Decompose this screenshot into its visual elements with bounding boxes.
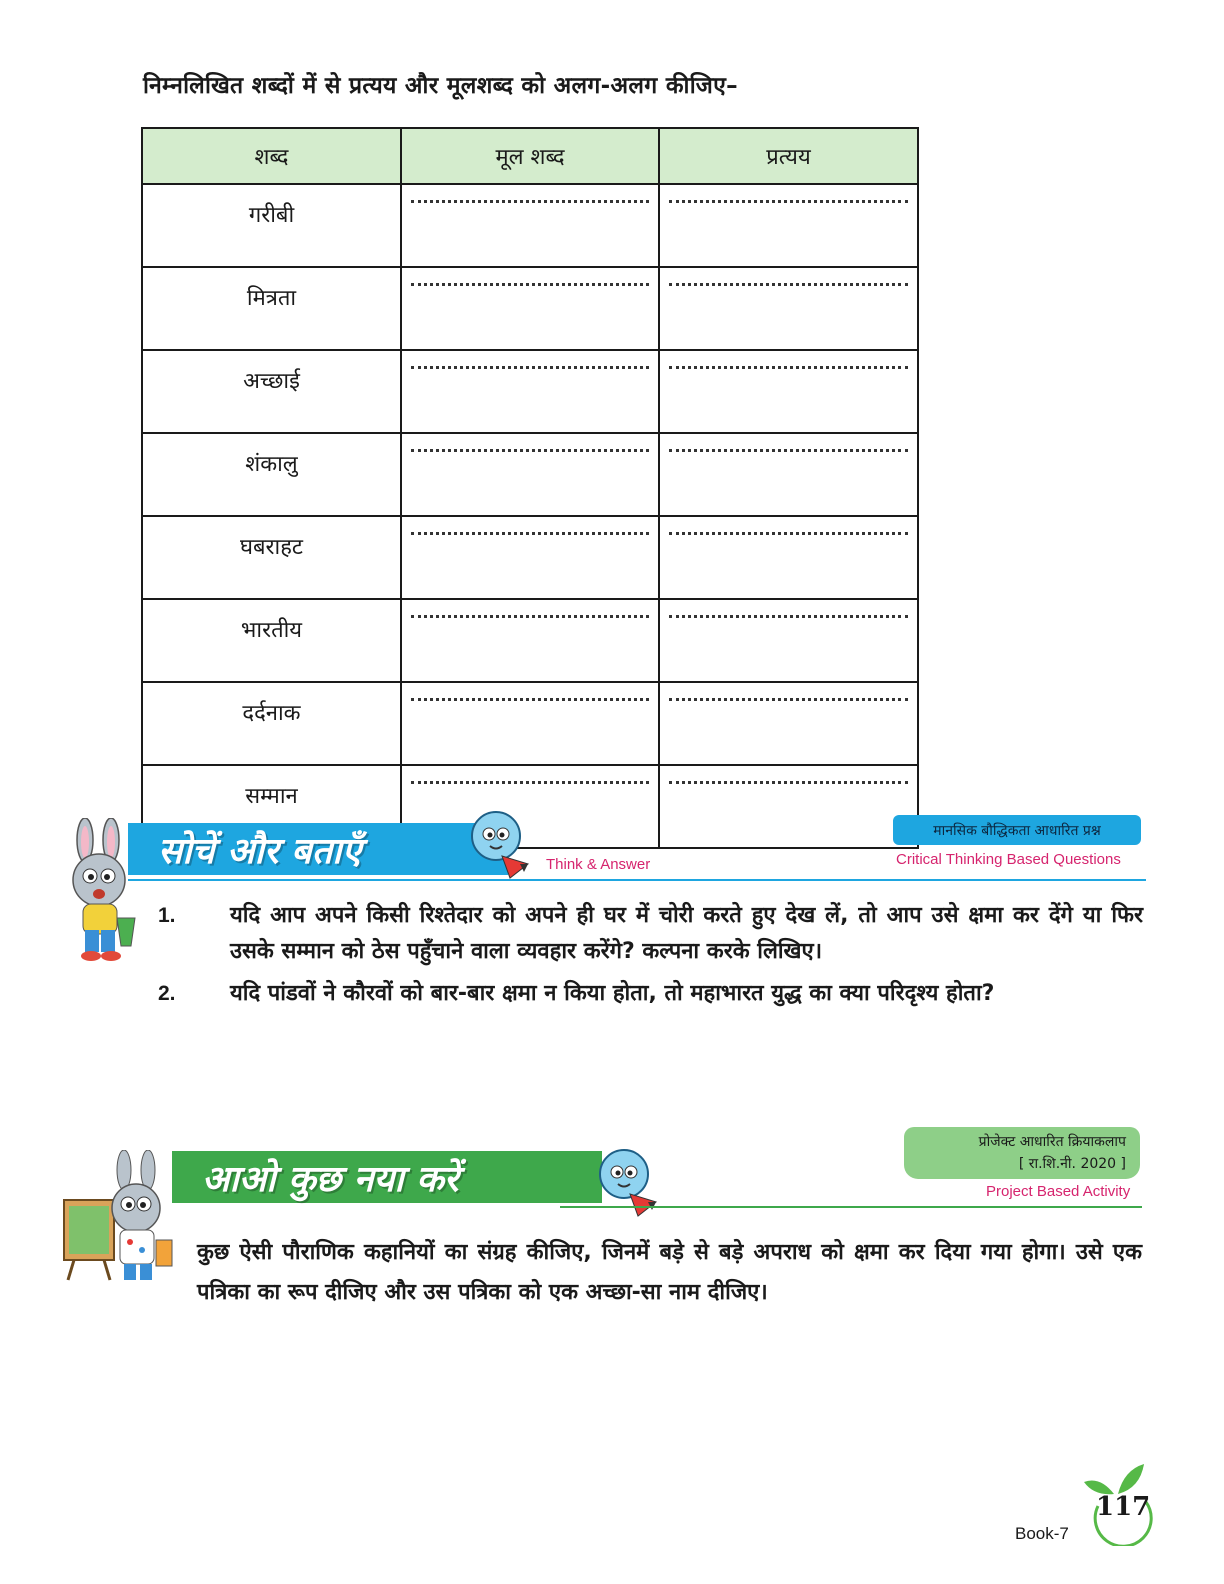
table-row [142,516,918,599]
word-cell: शंकालु [142,433,401,516]
page-number: 117 [1096,1492,1151,1522]
root-answer-blank[interactable] [401,184,659,267]
table-row [142,184,918,267]
word-cell: घबराहट [142,516,401,599]
table-row [142,267,918,350]
root-answer-blank[interactable] [401,599,659,682]
suffix-answer-blank[interactable] [659,433,918,516]
question-list [158,898,1143,1018]
pencil-mascot-icon [462,808,534,882]
question-item [158,976,1143,1012]
section-divider [560,1206,1142,1208]
question-number: 1. [158,904,176,927]
painter-rabbit-icon [60,1150,176,1284]
word-cell: भारतीय [142,599,401,682]
table-header-row [142,128,918,184]
table-row [142,350,918,433]
suffix-answer-blank[interactable] [659,184,918,267]
table-row [142,433,918,516]
project-english: Project Based Activity [986,1183,1131,1200]
think-answer-banner [128,823,508,875]
critical-thinking-tag: मानसिक बौद्धिकता आधारित प्रश्न [893,815,1141,845]
book-label: Book-7 [1015,1524,1069,1543]
section-divider [128,879,1146,881]
suffix-answer-blank[interactable] [659,350,918,433]
suffix-answer-blank[interactable] [659,682,918,765]
project-banner [172,1151,602,1203]
root-answer-blank[interactable] [401,350,659,433]
word-cell: गरीबी [142,184,401,267]
think-answer-english: Think & Answer [546,856,651,873]
root-answer-blank[interactable] [401,267,659,350]
suffix-answer-blank[interactable] [659,267,918,350]
table-row [142,682,918,765]
word-cell: दर्दनाक [142,682,401,765]
suffix-answer-blank[interactable] [659,765,918,848]
critical-thinking-english: Critical Thinking Based Questions [896,851,1121,868]
root-answer-blank[interactable] [401,433,659,516]
project-tag-label: प्रोजेक्ट आधारित क्रियाकलाप [978,1134,1126,1150]
root-answer-blank[interactable] [401,516,659,599]
word-cell: सम्मान [142,765,401,848]
suffix-table [141,127,919,849]
question-item [158,898,1143,970]
header-word: शब्द [142,128,401,184]
project-tag [904,1127,1140,1179]
pencil-mascot-icon [590,1146,662,1220]
think-answer-title: सोचें और बताएँ [158,829,362,872]
project-tag-ref: [ रा.शि.नी. 2020 ] [1018,1156,1126,1172]
question-text: यदि पांडवों ने कौरवों को बार-बार क्षमा न किया होता, तो महाभारत युद्ध का क्या परिदृश्य होता? [230,981,995,1006]
header-suffix: प्रत्यय [659,128,918,184]
project-title: आओ कुछ नया करें [202,1157,459,1200]
suffix-answer-blank[interactable] [659,516,918,599]
exercise-instruction: निम्नलिखित शब्दों में से प्रत्यय और मूलशब्द को अलग-अलग कीजिए– [143,73,738,99]
root-answer-blank[interactable] [401,682,659,765]
header-root-word: मूल शब्द [401,128,659,184]
project-instruction: कुछ ऐसी पौराणिक कहानियों का संग्रह कीजिए, जिनमें बड़े से बड़े अपराध को क्षमा कर दिया गया होगा। उसे एक पत्रिका का रूप दीजिए और उस पत्रिका को एक अच्छा-सा नाम दीजिए। [197,1240,1142,1305]
word-cell: मित्रता [142,267,401,350]
table-row [142,599,918,682]
question-number: 2. [158,982,176,1005]
word-cell: अच्छाई [142,350,401,433]
suffix-answer-blank[interactable] [659,599,918,682]
question-text: यदि आप अपने किसी रिश्तेदार को अपने ही घर में चोरी करते हुए देख लें, तो आप उसे क्षमा कर देंगे या फिर उसके सम्मान को ठेस पहुँचाने वाला व्यवहार करेंगे? कल्पना करके लिखिए। [230,903,1143,964]
